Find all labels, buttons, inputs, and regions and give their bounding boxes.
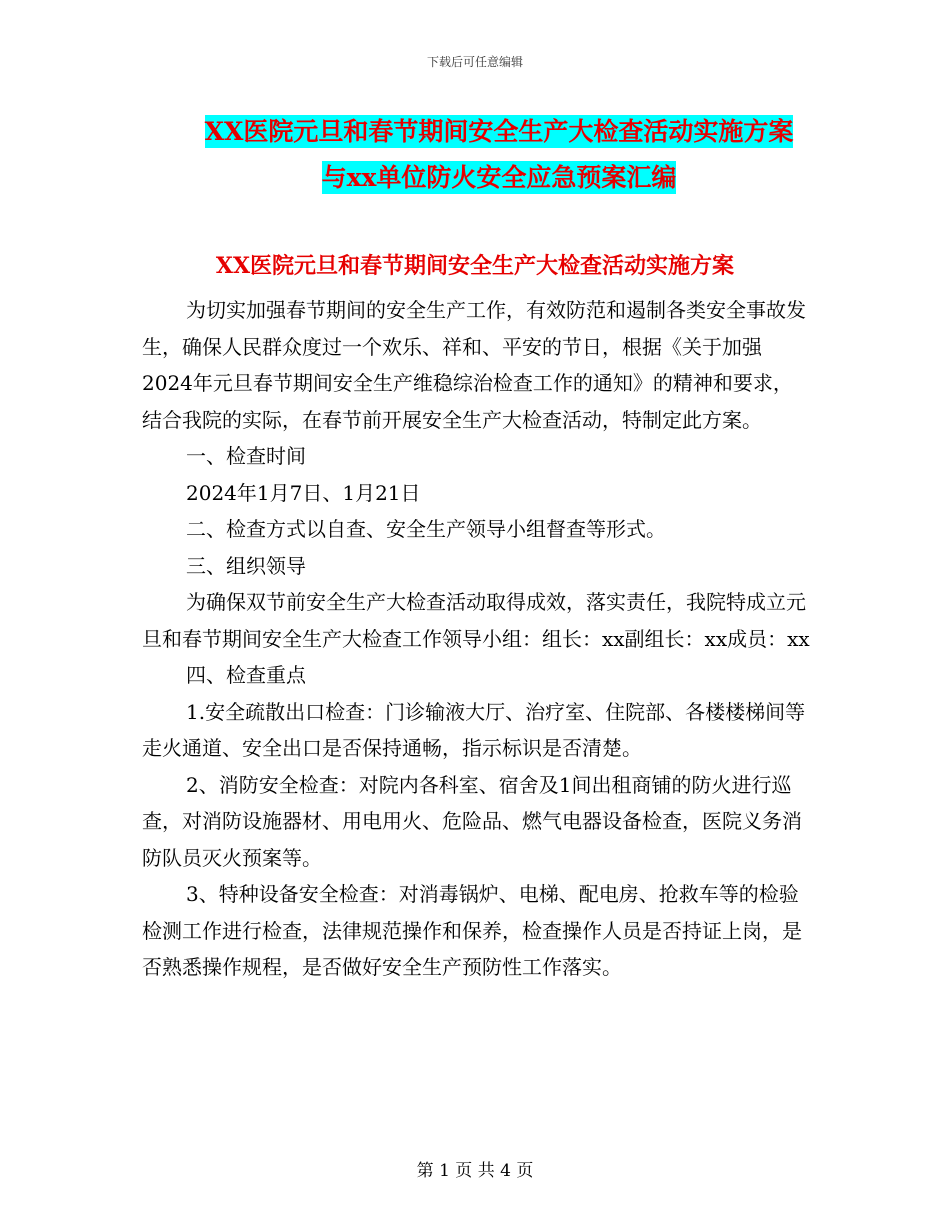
paragraph-check-dates: 2024年1月7日、1月21日 bbox=[186, 480, 421, 505]
list-item-fire-safety: 2、消防安全检查：对院内各科室、宿舍及1间出租商铺的防火进行巡查，对消防设施器材、用电用火、危险品、燃气电器设备检查，医院义务消防队员灭火预案等。 bbox=[142, 772, 802, 870]
paragraph-organization: 为确保双节前安全生产大检查活动取得成效，落实责任，我院特成立元旦和春节期间安全生产大检查工作领导小组：组长：xx副组长：xx成员：xx bbox=[142, 590, 810, 651]
document-body bbox=[142, 292, 812, 986]
paragraph-intro: 为切实加强春节期间的安全生产工作，有效防范和遏制各类安全事故发生，确保人民群众度过一个欢乐、祥和、平安的节日，根据《关于加强2024年元旦春节期间安全生产维稳综治检查工作的通知》的精神和要求，结合我院的实际，在春节前开展安全生产大检查活动，特制定此方案。 bbox=[142, 298, 806, 432]
list-item-evacuation: 1.安全疏散出口检查：门诊输液大厅、治疗室、住院部、各楼楼梯间等走火通道、安全出口是否保持通畅，指示标识是否清楚。 bbox=[142, 699, 806, 760]
title-highlight-2: 与xx单位防火安全应急预案汇编 bbox=[321, 163, 677, 192]
heading-check-method: 二、检查方式以自查、安全生产领导小组督查等形式。 bbox=[186, 517, 666, 541]
list-item-special-equipment: 3、特种设备安全检查：对消毒锅炉、电梯、配电房、抢救车等的检验检测工作进行检查，法律规范操作和保养，检查操作人员是否持证上岗，是否熟悉操作规程，是否做好安全生产预防性工作落实。 bbox=[142, 882, 802, 979]
page-footer: 第 1 页 共 4 页 bbox=[416, 1161, 534, 1181]
heading-organization: 三、组织领导 bbox=[186, 553, 306, 578]
document-title-line-1 bbox=[0, 112, 950, 148]
heading-check-time: 一、检查时间 bbox=[186, 444, 306, 468]
document-title-line-2 bbox=[0, 158, 950, 194]
heading-check-focus: 四、检查重点 bbox=[186, 663, 306, 687]
title-highlight-1: XX医院元旦和春节期间安全生产大检查活动实施方案 bbox=[204, 117, 794, 146]
section-title: XX医院元旦和春节期间安全生产大检查活动实施方案 bbox=[215, 253, 735, 279]
header-note: 下载后可任意编辑 bbox=[426, 55, 523, 69]
